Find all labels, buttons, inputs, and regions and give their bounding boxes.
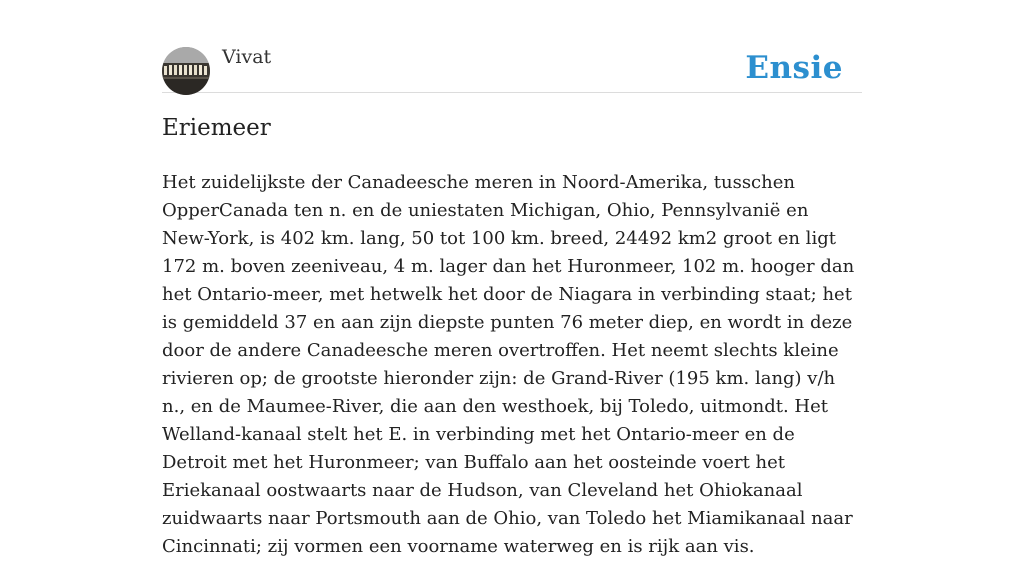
header — [162, 46, 862, 93]
article-title: Eriemeer — [162, 115, 271, 141]
brand-logo[interactable]: Ensie — [745, 50, 843, 86]
avatar-image — [162, 47, 210, 95]
author-avatar[interactable] — [162, 47, 210, 95]
article-body: Het zuidelijkste der Canadeesche meren in Noord-Amerika, tusschen OpperCanada ten n. en de uniestaten Michigan, Ohio, Pennsylvanië en New-York, is 402 km. lang, 50 tot 100 km. breed, 24492 km2 groot en ligt 172 m. boven zeeniveau, 4 m. lager dan het Huronmeer, 102 m. hooger dan het Ontario-meer, met hetwelk het door de Niagara in verbinding staat; het is gemiddeld 37 en aan zijn diepste punten 76 meter diep, en wordt in deze door de andere Canadeesche meren overtroffen. Het neemt slechts kleine rivieren op; de grootste hieronder zijn: de Grand-River (195 km. lang) v/h n., en de Maumee-River, die aan den westhoek, bij Toledo, uitmondt. Het Welland-kanaal stelt het E. in verbinding met het Ontario-meer en de Detroit met het Huronmeer; van Buffalo aan het oosteinde voert het Eriekanaal oostwaarts naar de Hudson, van Cleveland het Ohiokanaal zuidwaarts naar Portsmouth aan de Ohio, van Toledo het Miamikanaal naar Cincinnati; zij vormen een voorname waterweg en is rijk aan vis. — [162, 172, 855, 557]
author-name[interactable]: Vivat — [222, 46, 272, 68]
